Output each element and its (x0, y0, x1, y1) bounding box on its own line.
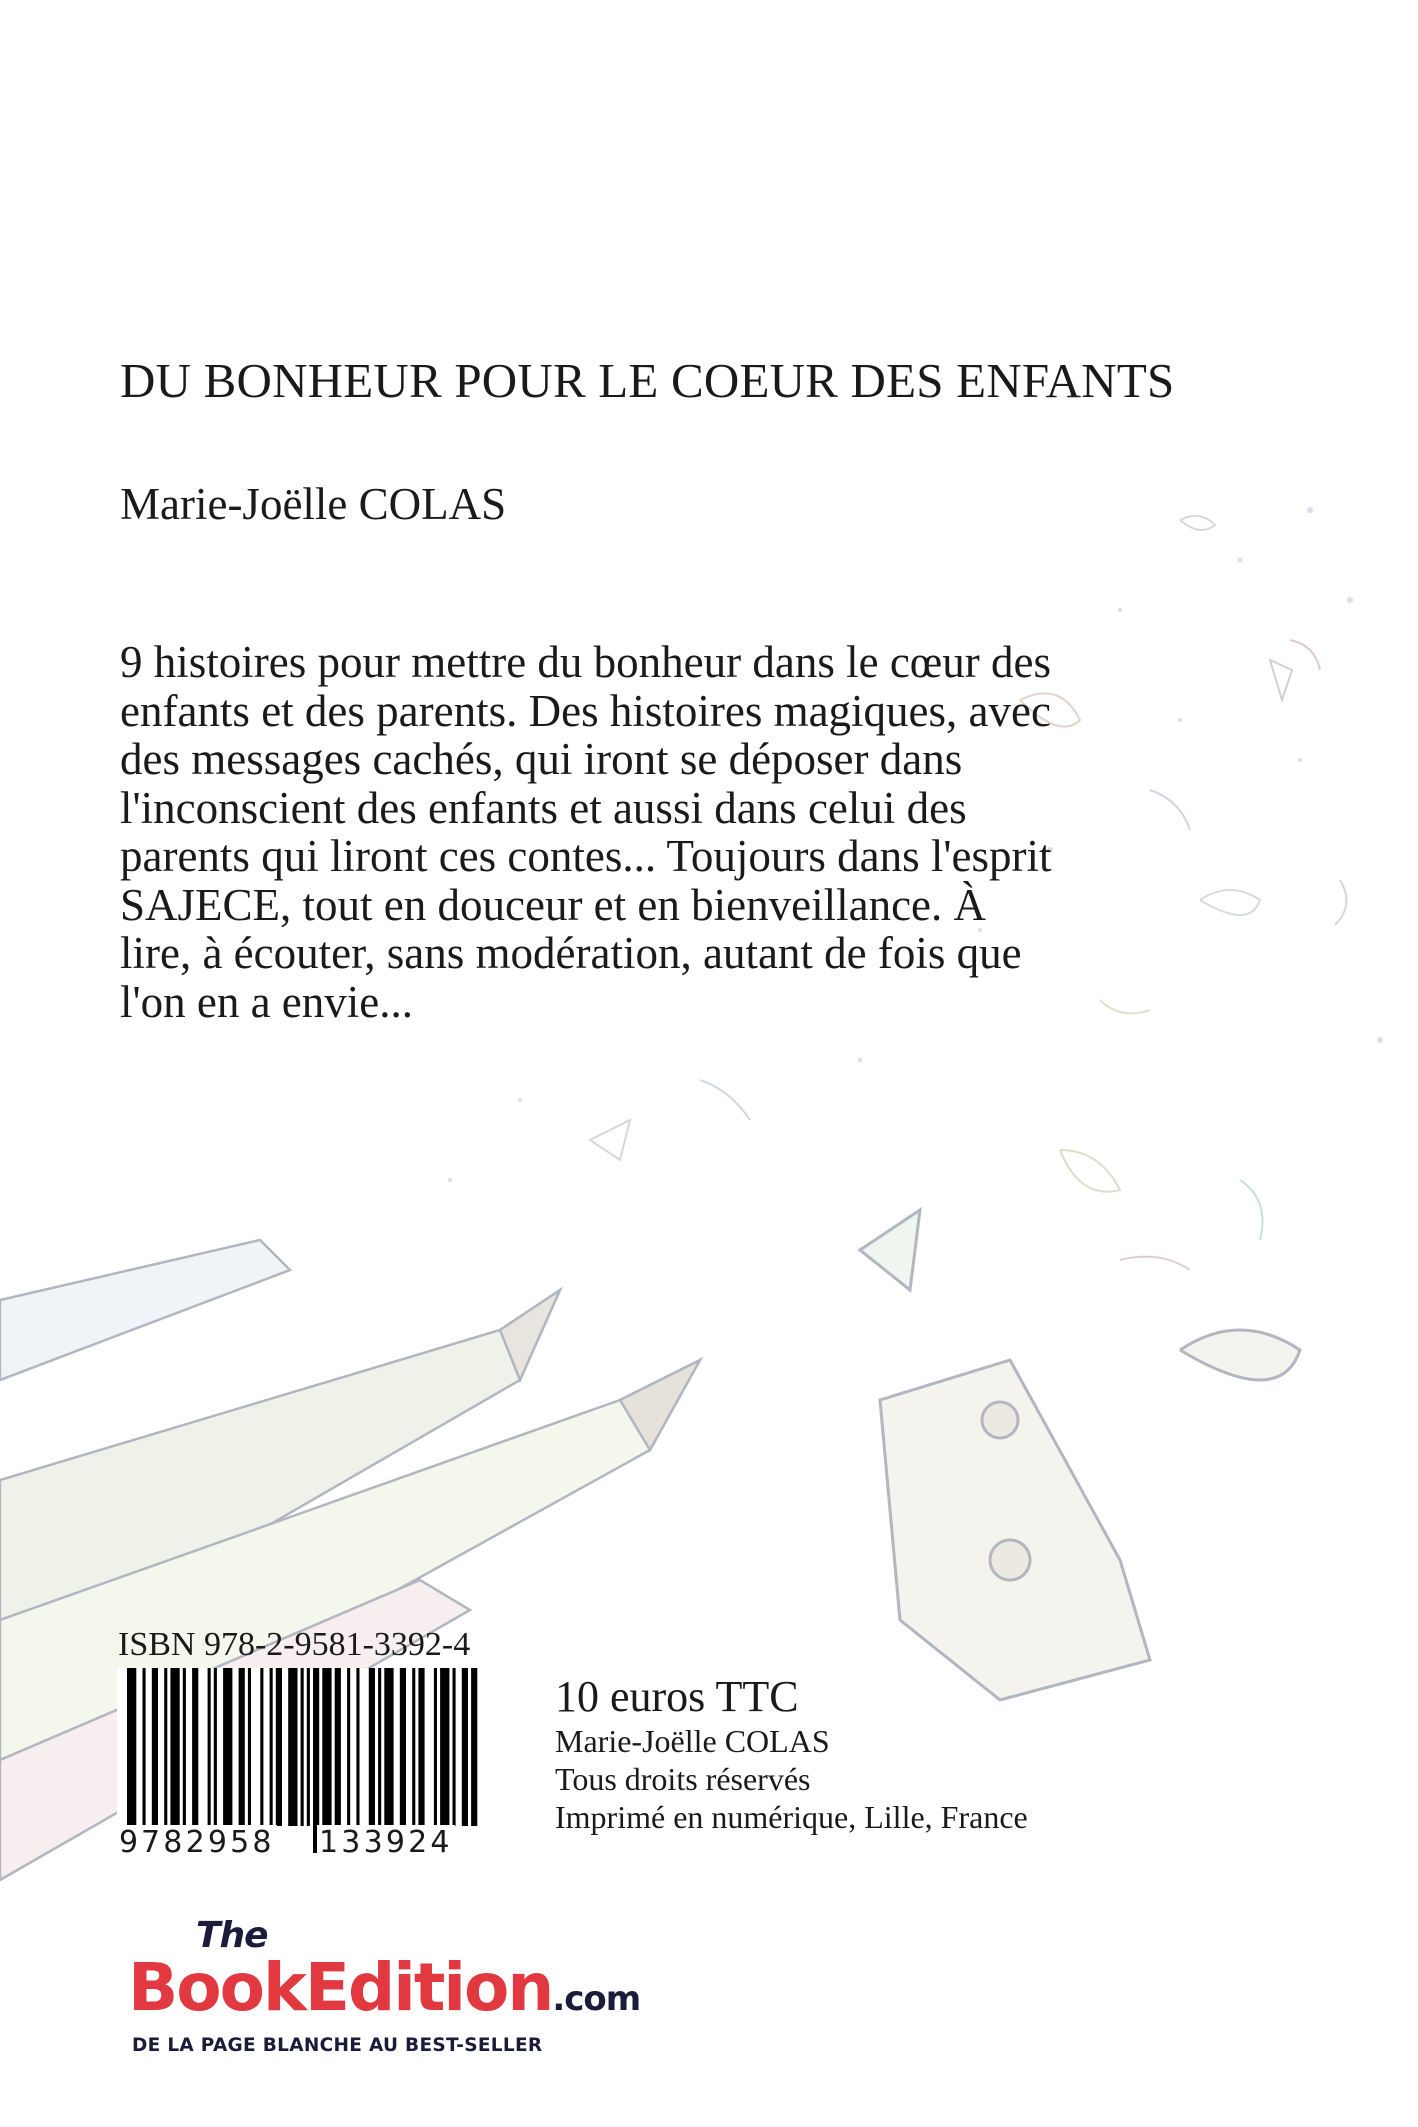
barcode-bar (418, 1668, 424, 1826)
barcode-bar (434, 1668, 437, 1826)
barcode-bar (412, 1668, 415, 1826)
logo-main-text: BookEdition (128, 1949, 553, 2026)
bookedition-logo (128, 1915, 728, 2075)
barcode-bar (270, 1668, 273, 1826)
barcode-bar (462, 1668, 468, 1826)
barcode-bar (307, 1668, 310, 1826)
logo-suffix: .com (552, 1979, 641, 2019)
barcode-digit-first: 9 (119, 1825, 139, 1860)
barcode-bar (239, 1668, 245, 1826)
logo-wordmark (128, 1949, 640, 2026)
barcode-bar (208, 1668, 211, 1826)
barcode-bar (369, 1668, 375, 1826)
barcode-bar (471, 1668, 477, 1826)
barcode-bar (288, 1668, 297, 1826)
publication-info (555, 1672, 1028, 1836)
isbn-label: ISBN 978-2-9581-3392-4 (118, 1626, 471, 1663)
info-rights: Tous droits réservés (555, 1761, 811, 1797)
barcode-bar (248, 1668, 251, 1826)
logo-tagline: DE LA PAGE BLANCHE AU BEST-SELLER (132, 2035, 543, 2056)
barcode-bar (378, 1668, 381, 1826)
barcode-bar (260, 1668, 263, 1826)
barcode-digits (117, 1820, 489, 1860)
barcode-bar (183, 1668, 186, 1826)
barcode-bar (214, 1668, 217, 1826)
barcode-bar (347, 1668, 350, 1826)
barcode-bar (384, 1668, 393, 1826)
barcode-bar (164, 1668, 167, 1826)
barcode-bar (301, 1668, 304, 1826)
book-title: DU BONHEUR POUR LE COEUR DES ENFANTS (120, 353, 1175, 408)
info-printed: Imprimé en numérique, Lille, France (555, 1799, 1028, 1835)
info-author: Marie-Joëlle COLAS (555, 1723, 830, 1759)
barcode-digit-group-right: 133924 (319, 1825, 453, 1860)
barcode-bar (152, 1668, 158, 1826)
barcode-bar (440, 1668, 449, 1826)
barcode-bar (276, 1668, 282, 1826)
barcode-bar (192, 1668, 198, 1826)
barcode-bar (453, 1668, 456, 1826)
logo-the: The (196, 1915, 268, 1956)
barcode-bar (223, 1668, 232, 1826)
barcode-bar (322, 1668, 331, 1826)
barcode-bar (335, 1668, 341, 1826)
barcode-bar (400, 1668, 406, 1826)
barcode-bar (170, 1668, 179, 1826)
book-blurb: 9 histoires pour mettre du bonheur dans le cœur des enfants et des parents. Des histoires magiques, avec des messages cachés, qui iront se déposer dans l'inconscient des enfants et aussi dans celui des parents qui liront ces contes... Toujours dans l'esprit SAJECE, tout en douceur et en bienveillance. À lire, à écouter, sans modération, autant de fois que l'on en a envie... (120, 637, 1052, 1027)
barcode-digit-group-left: 782958 (141, 1825, 275, 1860)
price: 10 euros TTC (555, 1672, 799, 1721)
book-author: Marie-Joëlle COLAS (120, 479, 507, 529)
barcode-bar (356, 1668, 359, 1826)
